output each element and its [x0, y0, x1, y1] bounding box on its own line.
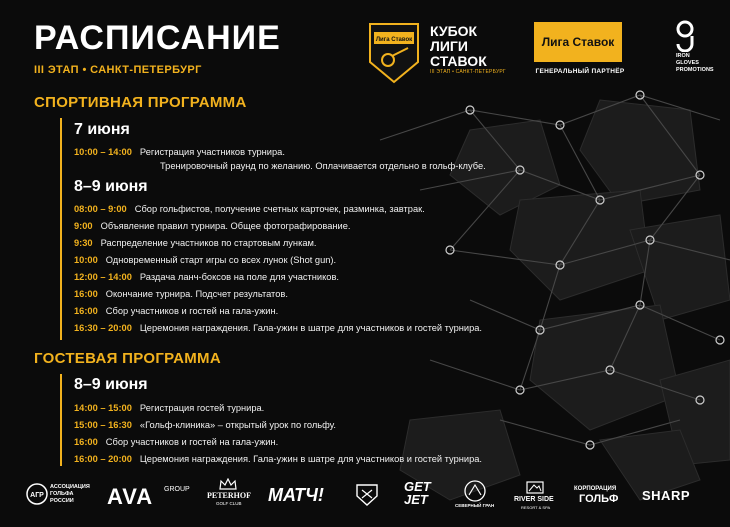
cup-title	[430, 24, 487, 69]
ava-group-text: GROUP	[164, 486, 190, 493]
event-row	[74, 402, 264, 415]
event-row	[74, 453, 482, 466]
event-desc: Распределение участников по стартовым лункам.	[100, 238, 317, 248]
event-time: 08:00 – 9:00	[74, 204, 127, 214]
event-row	[74, 322, 482, 335]
guest-program-heading: ГОСТЕВАЯ ПРОГРАММА	[34, 350, 221, 367]
golf-corp-line2: ГОЛЬФ	[579, 493, 619, 505]
event-desc: Одновременный старт игры со всех лунок (Shot gun).	[105, 255, 337, 265]
event-time: 15:00 – 16:30	[74, 420, 132, 430]
event-time: 12:00 – 14:00	[74, 272, 132, 282]
event-row	[74, 146, 285, 159]
event-desc: Регистрация гостей турнира.	[139, 403, 265, 413]
event-time: 16:00	[74, 306, 98, 316]
event-row	[74, 305, 278, 318]
event-row	[74, 436, 278, 449]
event-desc: Сбор участников и гостей на гала-ужин.	[105, 306, 279, 316]
guest-program-bar	[60, 374, 62, 466]
event-desc: Окончание турнира. Подсчет результатов.	[105, 289, 288, 299]
event-desc: Церемония награждения. Гала-ужин в шатре для участников и гостей турнира.	[139, 454, 483, 464]
ig-line1: IRON	[676, 53, 690, 59]
agr-line2: ГОЛЬФА	[50, 491, 74, 497]
event-desc: Сбор участников и гостей на гала-ужин.	[105, 437, 279, 447]
agr-logo-icon	[26, 483, 48, 505]
getjet-line2: JET	[404, 492, 428, 507]
sport-program-heading: СПОРТИВНАЯ ПРОГРАММА	[34, 94, 247, 111]
event-desc: Церемония награждения. Гала-ужин в шатре для участников и гостей турнира.	[139, 323, 483, 333]
agr-line1: АССОЦИАЦИЯ	[50, 484, 90, 490]
liga-stavok-logo: Лига Ставок	[534, 22, 622, 62]
event-row	[74, 271, 339, 284]
north-gran-text: СЕВЕРНЫЙ ГРАН	[455, 503, 495, 508]
crest-logo-icon	[354, 482, 380, 508]
event-desc: Раздача ланч-боксов на поле для участников.	[139, 272, 339, 282]
event-row	[74, 254, 336, 267]
ig-line3: PROMOTIONS	[676, 67, 714, 73]
page-subtitle: III ЭТАП • САНКТ-ПЕТЕРБУРГ	[34, 64, 202, 76]
cup-small-text: III ЭТАП • САНКТ-ПЕТЕРБУРГ	[430, 69, 506, 75]
golf-corp-line1: КОРПОРАЦИЯ	[574, 486, 617, 492]
general-partner-label: ГЕНЕРАЛЬНЫЙ ПАРТНЁР	[535, 68, 625, 75]
getjet-line1: GET	[404, 479, 431, 494]
event-time: 16:30 – 20:00	[74, 323, 132, 333]
event-row	[74, 203, 425, 216]
event-row	[160, 160, 486, 173]
event-row	[74, 237, 317, 250]
event-time: 9:00	[74, 221, 93, 231]
peterhof-crown-icon	[218, 478, 238, 490]
getjet-logo	[404, 480, 431, 506]
event-time: 16:00	[74, 437, 98, 447]
north-gran-icon	[463, 480, 487, 502]
event-row	[74, 220, 351, 233]
event-time: 10:00 – 14:00	[74, 147, 132, 157]
event-time: 10:00	[74, 255, 98, 265]
ava-logo: AVA	[107, 484, 154, 509]
iron-gloves-icon	[670, 20, 700, 52]
event-desc: Объявление правил турнира. Общее фотографирование.	[100, 221, 351, 231]
agr-text	[50, 484, 90, 505]
event-time: 16:00 – 20:00	[74, 454, 132, 464]
sport-day1-date: 7 июня	[74, 121, 130, 138]
riverside-sub: RESORT & SPA	[521, 505, 551, 510]
page-title: РАСПИСАНИЕ	[34, 19, 281, 57]
cup-line1: КУБОК	[430, 23, 478, 39]
event-time: 9:30	[74, 238, 93, 248]
event-row	[74, 419, 336, 432]
event-desc: Регистрация участников турнира.	[139, 147, 285, 157]
cup-shield-logo	[368, 22, 420, 84]
ig-line2: GLOVES	[676, 60, 699, 66]
agr-line3: РОССИИ	[50, 498, 74, 504]
event-row	[74, 288, 288, 301]
event-desc: Тренировочный раунд по желанию. Оплачивается отдельно в гольф-клубе.	[160, 161, 486, 171]
riverside-logo: RIVER SIDE	[514, 496, 554, 503]
cup-line2: ЛИГИ	[430, 38, 468, 54]
event-desc: Сбор гольфистов, получение счетных карточек, разминка, завтрак.	[134, 204, 425, 214]
guest-day-date: 8–9 июня	[74, 376, 148, 393]
iron-gloves-text	[676, 53, 714, 74]
sport-day2-date: 8–9 июня	[74, 178, 148, 195]
event-desc: «Гольф-клиника» – открытый урок по гольфу.	[139, 420, 336, 430]
match-logo: МАТЧ!	[268, 485, 324, 505]
cup-badge-text: Лига Ставок	[375, 37, 413, 43]
agr-short: АГР	[30, 492, 44, 499]
cup-line3: СТАВОК	[430, 53, 487, 69]
peterhof-sub: GOLF CLUB	[216, 501, 242, 506]
sharp-logo: SHARP	[642, 488, 691, 503]
peterhof-logo: PETERHOF	[207, 491, 252, 500]
event-time: 16:00	[74, 289, 98, 299]
sport-program-bar	[60, 118, 62, 340]
event-time: 14:00 – 15:00	[74, 403, 132, 413]
riverside-icon	[526, 481, 544, 494]
